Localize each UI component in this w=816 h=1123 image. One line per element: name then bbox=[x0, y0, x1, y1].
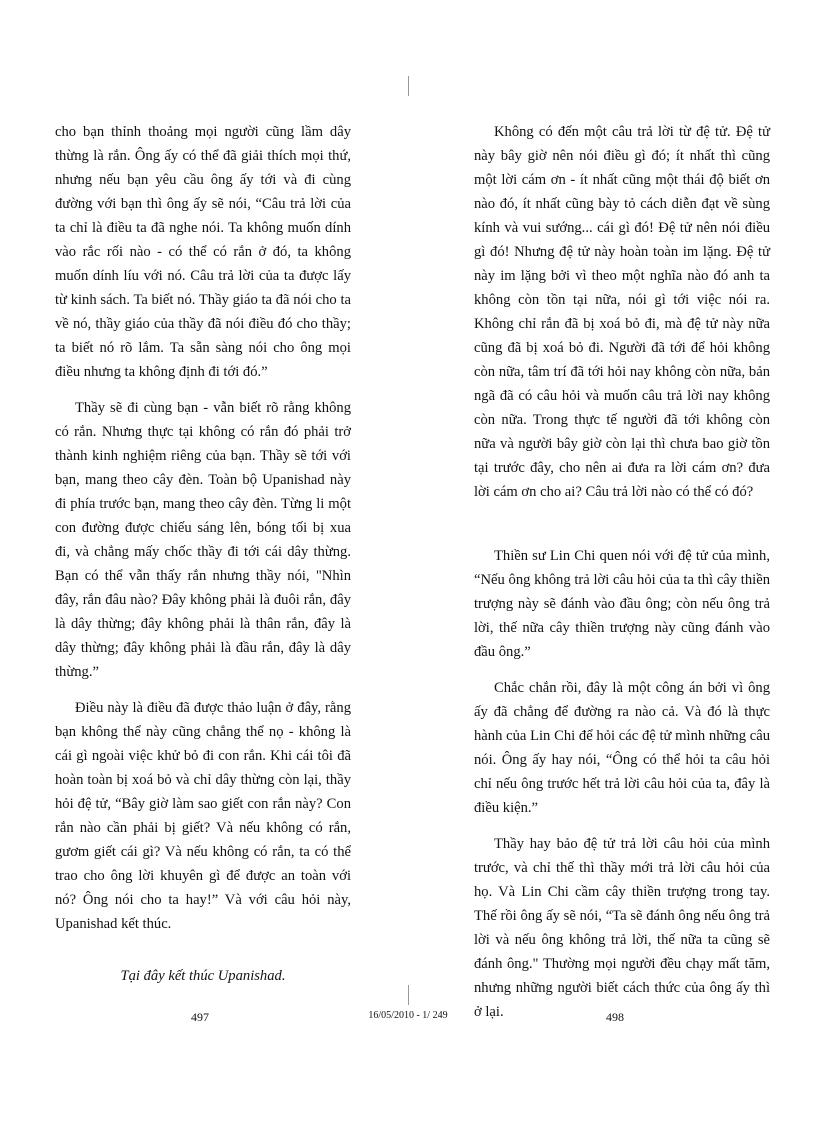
ending-line: Tại đây kết thúc Upanishad. bbox=[120, 968, 286, 984]
left-paragraph-2: Thầy sẽ đi cùng bạn - vẫn biết rõ rằng không có rắn. Nhưng thực tại không có rắn đó phải trở thành kinh nghiệm riêng của bạn. Thầy sẽ tới với bạn, mang theo cây đèn. Toàn bộ Upanishad này đi phía trước bạn, mang theo cây đèn. Từng li một con đường được chiếu sáng lên, bóng tối bị xua đi, và chẳng mấy chốc thầy đi tới cái dây thừng. Bạn có thể vẫn thấy rắn nhưng thầy nói, "Nhìn đây, rắn đâu nào? Đây không phải là đuôi rắn, đây là dây thừng; đây không phải là thân rắn, đây là dây thừng; đây không phải là đầu rắn, đây là dây thừng.” bbox=[55, 400, 351, 680]
left-paragraph-1: cho bạn thỉnh thoảng mọi người cũng lầm dây thừng là rắn. Ông ấy có thể đã giải thích mọi thứ, nhưng nếu bạn yêu cầu ông ấy tới và đi cùng đường với bạn thì ông ấy sẽ nói, “Câu trả lời của ta chỉ là điều ta đã nghe nói. Ta không muốn dính vào rắc rối nào - có thể có rắn ở đó, ta không muốn dính líu với nó. Câu trả lời của ta được lấy từ kinh sách. Ta biết nó. Thầy giáo ta đã nói cho ta về nó, thầy giáo của thầy đã nói điều đó cho thầy; ta biết nó rõ lắm. Ta sẵn sàng nói cho ông mọi điều nhưng ta không định đi tới đó.” bbox=[55, 124, 351, 380]
right-paragraph-3: Chắc chắn rồi, đây là một công án bởi vì ông ấy đã chẳng để đường ra nào cả. Và đó là thực hành của Lin Chi để hỏi các đệ tử mình những câu nói. Ông ấy hay nói, “Ông có thể hỏi ta câu hỏi chỉ nếu ông trước hết trả lời câu hỏi của ta, đây là điều kiện.” bbox=[474, 680, 770, 816]
page-number-left: 497 bbox=[191, 1010, 209, 1024]
left-page-text bbox=[55, 120, 351, 1000]
page-number-right: 498 bbox=[606, 1010, 624, 1024]
center-fold-mark-bottom bbox=[408, 985, 409, 1005]
footer-stamp: 16/05/2010 - 1/ 249 bbox=[368, 1010, 448, 1021]
center-fold-mark-top bbox=[408, 76, 409, 96]
right-paragraph-1: Không có đến một câu trả lời từ đệ tử. Đệ tử này bây giờ nên nói điều gì đó; ít nhất thì cũng một lời cám ơn - ít nhất cũng một thái độ biết ơn nào đó, ít nhất cũng bày tỏ cách diễn đạt về sùng kính và vui sướng... cái gì đó! Đệ tử nên nói điều gì đó! Nhưng đệ tử này hoàn toàn im lặng. Đệ tử này im lặng bởi vì theo một nghĩa nào đó anh ta không còn tồn tại nữa, nói gì tới việc nói ra. Không chỉ rắn đã bị xoá bỏ đi, mà đệ tử này nữa cũng đã bị xoá bỏ đi. Người đã tới để hỏi không còn nữa, tâm trí đã tới hỏi nay không còn nữa, bản ngã đã có câu hỏi và muốn câu trả lời nay không còn nữa. Trong thực tế người đã tới không còn nữa và người bây giờ còn lại thì chưa bao giờ tồn tại trước đây, cho nên ai đưa ra lời cám ơn? đưa lời cám ơn cho ai? Câu trả lời nào có thể có đó? bbox=[474, 124, 770, 500]
left-paragraph-3: Điều này là điều đã được thảo luận ở đây, rằng bạn không thể này cũng chẳng thể nọ - không là cái gì ngoài việc khử bỏ đi con rắn. Khi cái tôi đã hoàn toàn bị xoá bỏ và chỉ dây thừng còn lại, thầy hỏi đệ tử, “Bây giờ làm sao giết con rắn này? Con rắn nào cần phải bị giết? Và nếu không có rắn, gươm giết cái gì? Và nếu không có rắn, ta có thể trao cho ông lời khuyên gì để được an toàn với nó? Ông nói cho ta hay!” Và với câu hỏi này, Upanishad kết thúc. bbox=[55, 700, 351, 932]
right-paragraph-2: Thiền sư Lin Chi quen nói với đệ tử của mình, “Nếu ông không trả lời câu hỏi của ta thì cây thiền trượng này sẽ đánh vào đầu ông; còn nếu ông trả lời, thế nữa cây thiền trượng này cũng đánh vào đầu ông.” bbox=[474, 548, 770, 660]
right-paragraph-4: Thầy hay bảo đệ tử trả lời câu hỏi của mình trước, và chỉ thế thì thầy mới trả lời câu hỏi của họ. Và Lin Chi cầm cây thiền trượng trong tay. Thế rồi ông ấy sẽ nói, “Ta sẽ đánh ông nếu ông trả lời và nếu ông không trả lời, thế nữa ta cũng sẽ đánh ông." Thường mọi người đều chạy mất tăm, nhưng những người biết cách thức của ông ấy thì ở lại. bbox=[474, 836, 770, 1020]
right-page-text bbox=[474, 120, 770, 1036]
